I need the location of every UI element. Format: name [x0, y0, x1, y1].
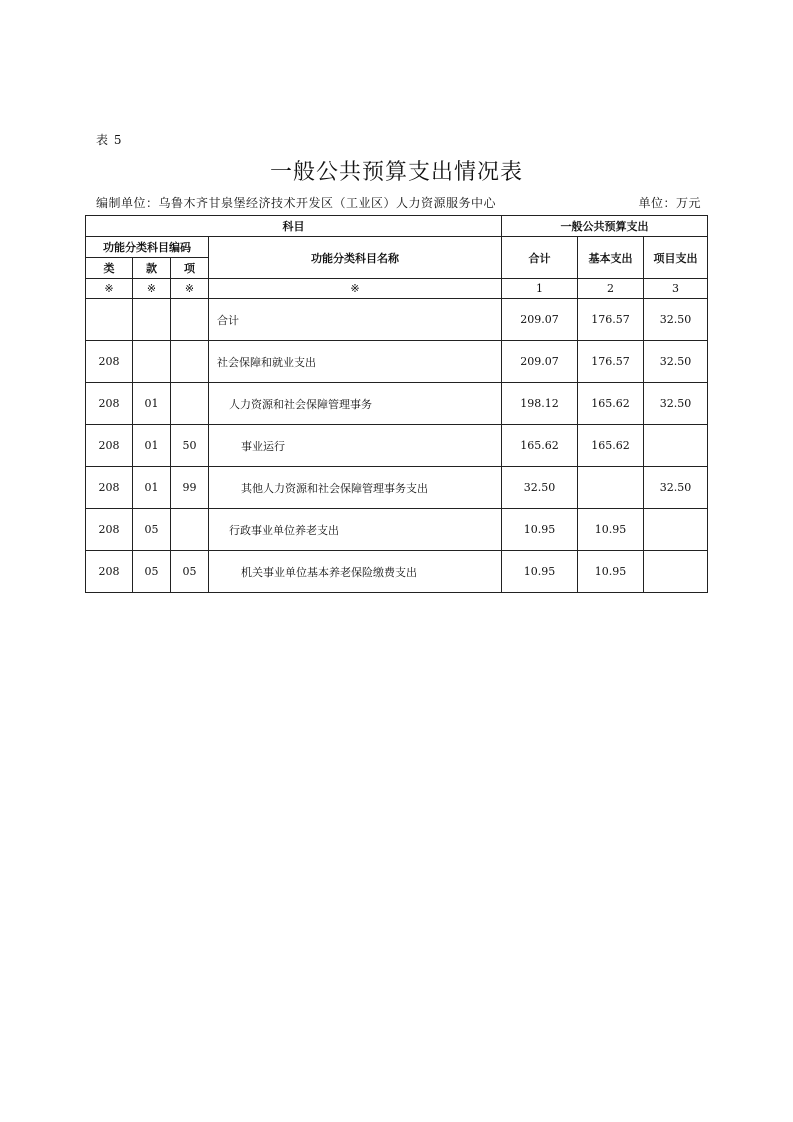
budget-expenditure-table [85, 215, 708, 593]
cell-kuan: 01 [133, 383, 171, 425]
table-row [86, 341, 708, 383]
cell-lei: 208 [86, 551, 133, 593]
cell-basic: 165.62 [578, 425, 644, 467]
cell-basic: 176.57 [578, 341, 644, 383]
cell-xiang: 99 [171, 467, 209, 509]
cell-lei: 208 [86, 467, 133, 509]
cell-total: 32.50 [502, 467, 578, 509]
cell-kuan: 05 [133, 509, 171, 551]
cell-basic: 10.95 [578, 509, 644, 551]
cell-lei [86, 299, 133, 341]
cell-project: 32.50 [644, 383, 708, 425]
mark-xiang: ※ [171, 279, 209, 299]
cell-subject-name: 人力资源和社会保障管理事务 [209, 383, 502, 425]
header-total: 合计 [502, 237, 578, 279]
mark-project: 3 [644, 279, 708, 299]
cell-kuan: 01 [133, 467, 171, 509]
cell-lei: 208 [86, 341, 133, 383]
cell-lei: 208 [86, 425, 133, 467]
cell-kuan [133, 341, 171, 383]
mark-kuan: ※ [133, 279, 171, 299]
cell-xiang: 50 [171, 425, 209, 467]
header-general-budget: 一般公共预算支出 [502, 216, 708, 237]
header-project-expenditure: 项目支出 [644, 237, 708, 279]
cell-total: 10.95 [502, 551, 578, 593]
cell-total: 198.12 [502, 383, 578, 425]
cell-basic: 10.95 [578, 551, 644, 593]
header-code-group: 功能分类科目编码 [86, 237, 209, 258]
table-row [86, 425, 708, 467]
cell-kuan: 05 [133, 551, 171, 593]
cell-subject-name: 事业运行 [209, 425, 502, 467]
table-row [86, 467, 708, 509]
cell-total: 10.95 [502, 509, 578, 551]
mark-name: ※ [209, 279, 502, 299]
cell-project [644, 509, 708, 551]
header-xiang: 项 [171, 258, 209, 279]
header-lei: 类 [86, 258, 133, 279]
cell-xiang: 05 [171, 551, 209, 593]
cell-subject-name: 机关事业单位基本养老保险缴费支出 [209, 551, 502, 593]
cell-lei: 208 [86, 383, 133, 425]
cell-subject-name: 合计 [209, 299, 502, 341]
cell-xiang [171, 341, 209, 383]
cell-project: 32.50 [644, 341, 708, 383]
compiling-unit: 编制单位：乌鲁木齐甘泉堡经济技术开发区（工业区）人力资源服务中心 [96, 196, 497, 210]
header-kuan: 款 [133, 258, 171, 279]
table-row [86, 509, 708, 551]
header-basic-expenditure: 基本支出 [578, 237, 644, 279]
cell-total: 209.07 [502, 299, 578, 341]
cell-project [644, 551, 708, 593]
mark-lei: ※ [86, 279, 133, 299]
mark-basic: 2 [578, 279, 644, 299]
cell-total: 165.62 [502, 425, 578, 467]
cell-basic: 176.57 [578, 299, 644, 341]
header-subject-name: 功能分类科目名称 [209, 237, 502, 279]
header-subject: 科目 [86, 216, 502, 237]
cell-xiang [171, 383, 209, 425]
cell-project: 32.50 [644, 299, 708, 341]
cell-basic: 165.62 [578, 383, 644, 425]
table-row [86, 383, 708, 425]
mark-total: 1 [502, 279, 578, 299]
cell-xiang [171, 509, 209, 551]
cell-kuan [133, 299, 171, 341]
cell-subject-name: 社会保障和就业支出 [209, 341, 502, 383]
cell-kuan: 01 [133, 425, 171, 467]
cell-subject-name: 行政事业单位养老支出 [209, 509, 502, 551]
cell-basic [578, 467, 644, 509]
cell-project: 32.50 [644, 467, 708, 509]
table-row [86, 551, 708, 593]
cell-total: 209.07 [502, 341, 578, 383]
cell-xiang [171, 299, 209, 341]
page-title: 一般公共预算支出情况表 [269, 160, 523, 185]
cell-project [644, 425, 708, 467]
cell-lei: 208 [86, 509, 133, 551]
currency-unit: 单位：万元 [638, 196, 701, 210]
table-row [86, 299, 708, 341]
cell-subject-name: 其他人力资源和社会保障管理事务支出 [209, 467, 502, 509]
table-number: 表 5 [96, 133, 123, 147]
